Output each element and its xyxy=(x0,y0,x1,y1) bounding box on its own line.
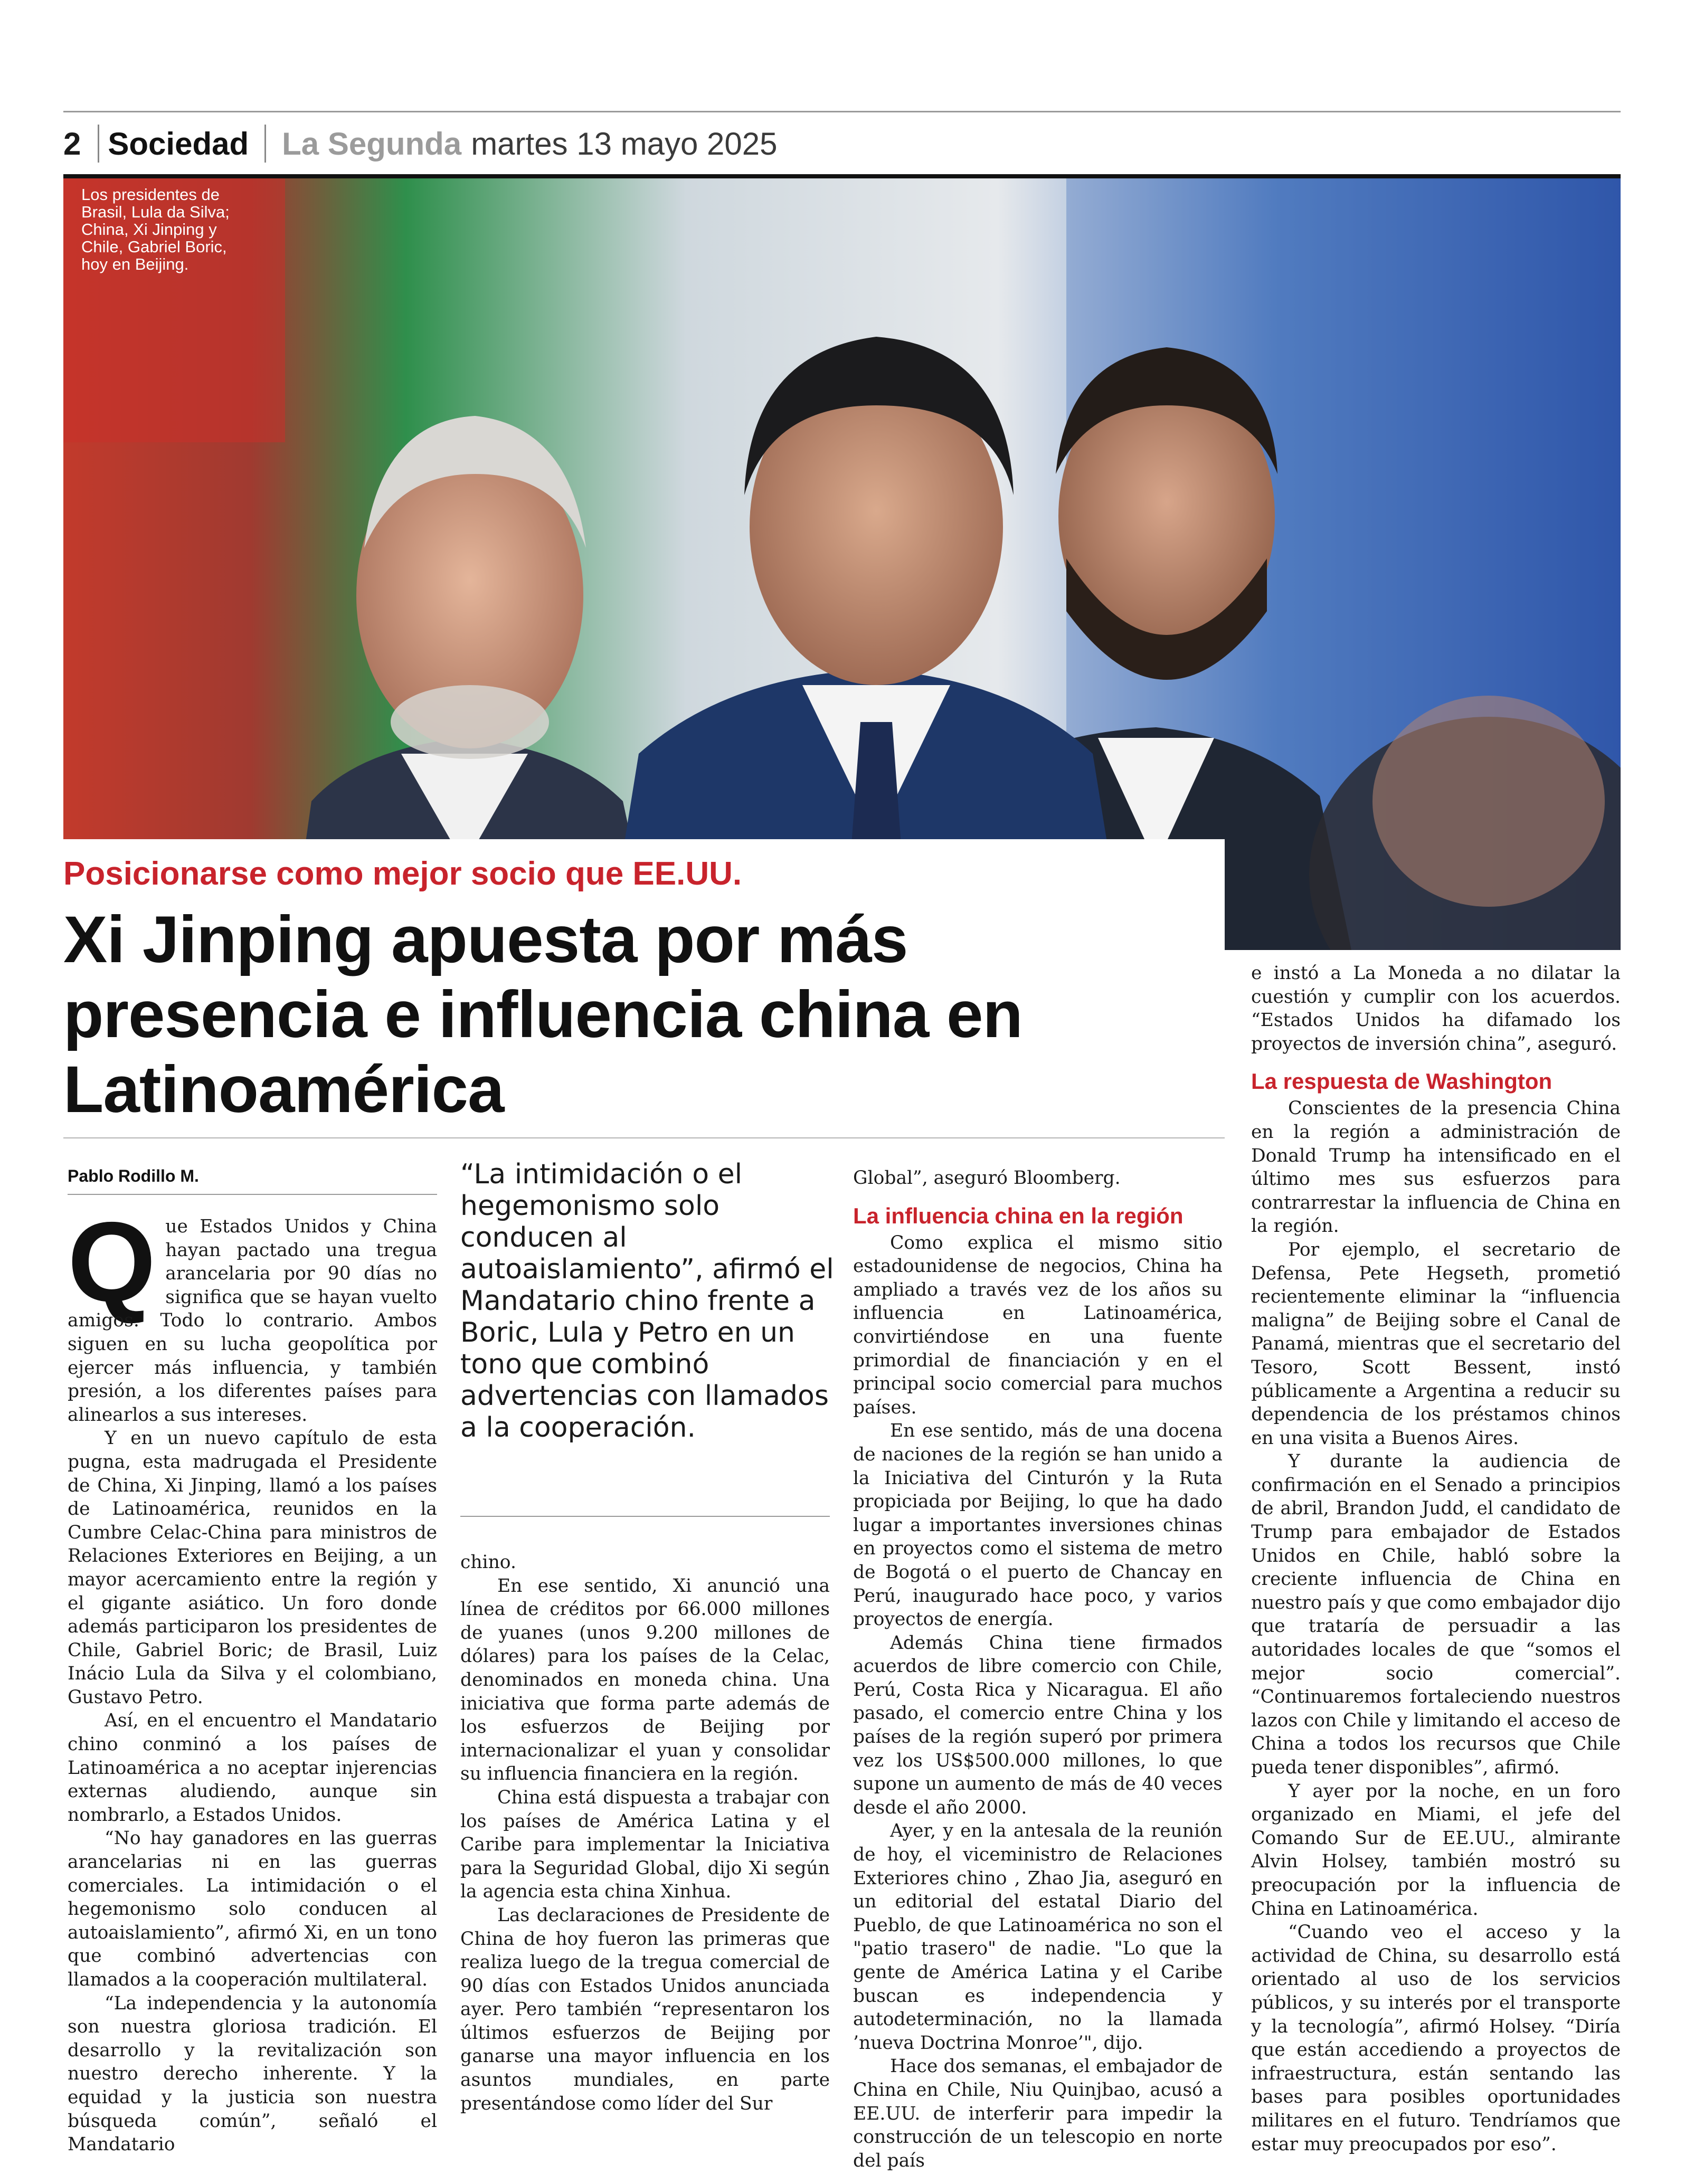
paragraph: Como explica el mismo sitio estadounidense de negocios, China ha ampliado a través vez de los años su influencia en Latinoamérica, convirtiéndose en una fuente primordial de financiación y en el principal socio comercial para muchos países. xyxy=(853,1232,1223,1418)
photo-caption: Los presidentes de Brasil, Lula da Silva; China, Xi Jinping y Chile, Gabriel Boric, hoy en Beijing. xyxy=(81,185,230,273)
paragraph: ue Estados Unidos y China hayan pactado una tregua arancelaria por 90 días no significa que se hayan vuelto amigos. Todo lo contrario. Ambos siguen en su lucha geopolítica por ejercer más influencia, y también presión, a los diferentes países para alinearlos a sus intereses. xyxy=(68,1216,437,1426)
top-rule xyxy=(63,111,1621,112)
paragraph: Conscientes de la presencia China en la región a administración de Donald Trump ha intensificado en el último mes sus esfuerzos para contrarrestar la influencia de China en la región. xyxy=(1251,1098,1621,1237)
article-column-1 xyxy=(68,1198,437,2157)
paragraph: En ese sentido, Xi anunció una línea de créditos por 66.000 millones de yuanes (unos 9.200 millones de dólares) para los países de la Celac, denominados en moneda china. Una iniciativa que forma parte además de los esfuerzos de Beijing por internacionalizar el yuan y consolidar su influencia financiera en la región. xyxy=(460,1575,830,1785)
paragraph: Además China tiene firmados acuerdos de libre comercio con Chile, Perú, Costa Rica y Nicaragua. El año pasado, el comercio entre China y los países de la región superó por primera vez los US$500.000 millones, lo que supone un aumento de más de 40 veces desde el año 2000. xyxy=(853,1632,1223,1818)
paragraph: Global”, aseguró Bloomberg. xyxy=(853,1167,1121,1189)
paragraph: “La independencia y la autonomía son nuestra gloriosa tradición. El desarrollo y la revitalización son nuestro derecho inherente. Y la equidad y la justicia son nuestra búsqueda común”, señaló el Mandatario xyxy=(68,1992,437,2155)
issue-date: martes 13 mayo 2025 xyxy=(471,126,778,162)
paragraph: Y durante la audiencia de confirmación en el Senado a principios de abril, Brandon Judd, el candidato de Trump para embajador de Estados Unidos en Chile, habló sobre la creciente influencia de China en nuestro país y que como embajador dijo que trataría de persuadir a las autoridades locales de que “somos el mejor socio comercial”. “Continuaremos fortaleciendo nuestros lazos con Chile y limitando el acceso de China a todos los recursos que Chile pueda tener disponibles”, afirmó. xyxy=(1251,1451,1621,1778)
pull-quote-rule xyxy=(460,1516,830,1517)
paragraph: Las declaraciones de Presidente de China de hoy fueron las primeras que realiza luego de la tregua comercial de 90 días con Estados Unidos anunciada ayer. Pero también “representaron los últimos esfuerzos de Beijing por ganarse una mayor influencia en los asuntos mundiales, en parte presentándose como líder del Sur xyxy=(460,1904,830,2114)
lead-photo-illustration xyxy=(63,178,1621,950)
subhead-influencia: La influencia china en la región xyxy=(853,1203,1184,1228)
paragraph: “Cuando veo el acceso y la actividad de China, su desarrollo está orientado al uso de los servicios públicos, y su interés por el transporte y la tecnología”, afirmó Holsey. “Diría que están accediendo a proyectos de infraestructura, están sentando las bases para posibles oportunidades militares en el futuro. Tendríamos que estar muy preocupados por eso”. xyxy=(1251,1922,1621,2155)
publication-name: La Segunda xyxy=(282,126,462,162)
folio-divider xyxy=(98,125,99,163)
paragraph: Hace dos semanas, el embajador de China en Chile, Niu Quinjbao, acusó a EE.UU. de interferir para impedir la construcción de un telescopio en norte del país xyxy=(853,2056,1223,2171)
paragraph: Y en un nuevo capítulo de esta pugna, esta madrugada el Presidente de China, Xi Jinping, llamó a los países de Latinoamérica, reunidos en la Cumbre Celac-China para ministros de Relaciones Exteriores en Beijing, a un mayor acercamiento entre la región y el gigante asiático. Un foro donde además participaron los presidentes de Chile, Gabriel Boric; de Brasil, Luiz Inácio Lula da Silva y el colombiano, Gustavo Petro. xyxy=(68,1428,437,1708)
header-rule xyxy=(63,174,1621,178)
paragraph: Y ayer por la noche, en un foro organizado en Miami, el jefe del Comando Sur de EE.UU., almirante Alvin Holsey, también mostró su preocupación por la influencia de China en Latinoamérica. xyxy=(1251,1780,1621,1920)
article-column-4 xyxy=(1251,962,1621,2156)
paragraph: “No hay ganadores en las guerras arancelarias ni en las guerras comerciales. La intimidación o el hegemonismo solo conducen al autoaislamiento”, afirmó Xi, en un tono que combinó advertencias con llamados a la cooperación multilateral. xyxy=(68,1828,437,1990)
paragraph: En ese sentido, más de una docena de naciones de la región se han unido a la Iniciativa del Cinturón y la Ruta propiciada por Beijing, lo que ha dado lugar a importantes inversiones chinas en proyectos como el sistema de metro de Bogotá o el puerto de Chancay en Perú, inaugurado hace poco, y varios proyectos de energía. xyxy=(853,1420,1223,1630)
pull-quote: “La intimidación o el hegemonismo solo conducen al autoaislamiento”, afirmó el Mandatario chino frente a Boric, Lula y Petro en un tono que combinó advertencias con llamados a la cooperación. xyxy=(460,1159,834,1444)
lead-photo xyxy=(63,178,1621,950)
paragraph: Por ejemplo, el secretario de Defensa, Pete Hegseth, prometió recientemente eliminar la “influencia maligna” de Beijing sobre el Canal de Panamá, mientras que el secretario del Tesoro, Scott Bessent, instó públicamente a Argentina a reducir su dependencia de los préstamos chinos en una visita a Buenos Aires. xyxy=(1251,1239,1621,1449)
folio-divider xyxy=(264,125,266,163)
byline-rule xyxy=(68,1194,437,1195)
article-column-3 xyxy=(853,1166,1223,2172)
headline: Xi Jinping apuesta por más presencia e influencia china en Latinoamérica xyxy=(63,903,1023,1126)
paragraph: Ayer, y en la antesala de la reunión de hoy, el viceministro de Relaciones Exteriores chino , Zhao Jia, aseguró en un editorial del estatal Diario del Pueblo, de que Latinoamérica no son el "patio trasero" de nadie. "Lo que la gente de América Latina y el Caribe buscan es independencia y autodeterminación, no la llamada ’nueva Doctrina Monroe’", dijo. xyxy=(853,1820,1223,2054)
subhead-washington: La respuesta de Washington xyxy=(1251,1069,1553,1094)
page-number: 2 xyxy=(63,126,81,162)
folio-bar xyxy=(63,117,778,170)
paragraph: China está dispuesta a trabajar con los países de América Latina y el Caribe para implementar la Iniciativa para la Seguridad Global, dijo Xi según la agencia esta china Xinhua. xyxy=(460,1787,830,1903)
paragraph: e instó a La Moneda a no dilatar la cuestión y cumplir con los acuerdos. “Estados Unidos ha difamado los proyectos de inversión china”, aseguró. xyxy=(1251,963,1621,1055)
article-column-2 xyxy=(460,1551,830,2115)
drop-cap: Q xyxy=(68,1198,156,1325)
kicker: Posicionarse como mejor socio que EE.UU. xyxy=(63,856,742,892)
paragraph: Así, en el encuentro el Mandatario chino conminó a los países de Latinoamérica a no aceptar injerencias externas aludiendo, aunque sin nombrarlo, a Estados Unidos. xyxy=(68,1710,437,1826)
headline-rule xyxy=(63,1137,1225,1138)
section-name: Sociedad xyxy=(108,126,249,162)
paragraph: chino. xyxy=(460,1552,516,1573)
byline: Pablo Rodillo M. xyxy=(68,1166,199,1185)
